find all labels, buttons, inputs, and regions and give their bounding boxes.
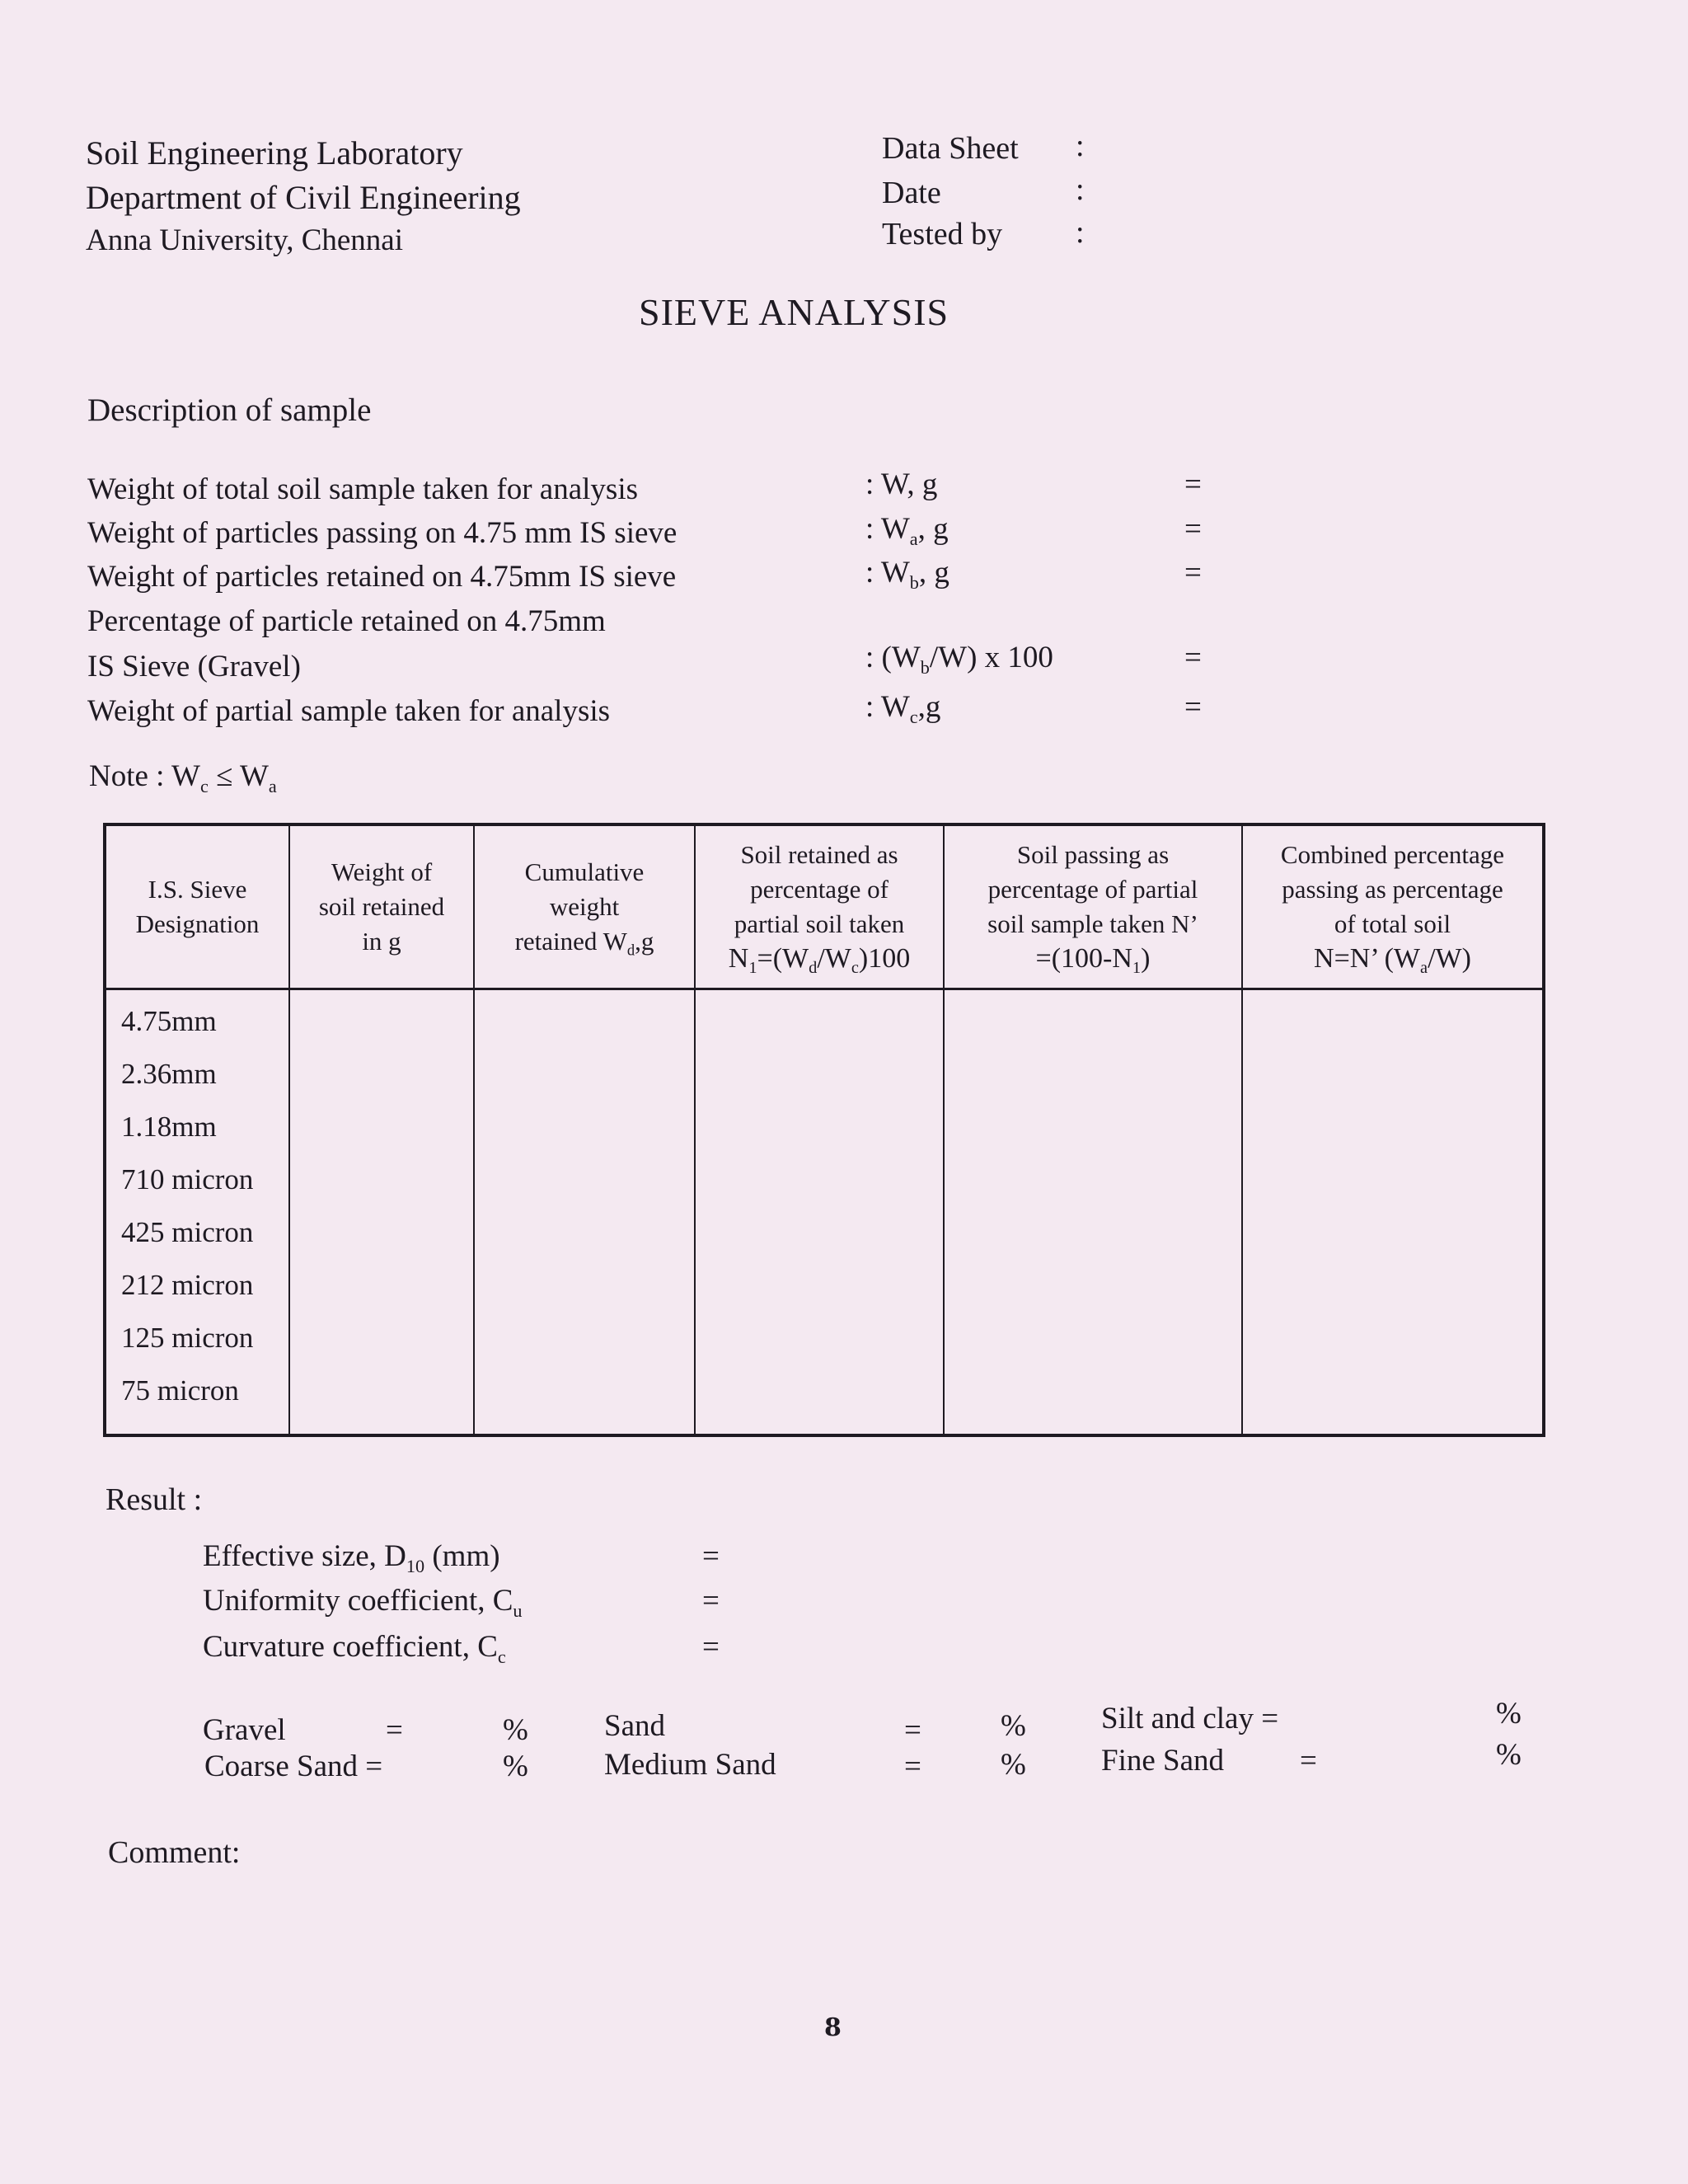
desc-row-gravel-formula: : $(W_b/W)$ x 100 <box>865 641 1053 678</box>
col-header-retained-pct: Soil retained as percentage of partial soil taken $N_1=(W_d/W_c)100$ <box>695 824 944 989</box>
description-heading: Description of sample <box>87 392 372 428</box>
retained-pct-cell[interactable] <box>695 989 944 1436</box>
sieve-size: 2.36mm <box>121 1058 217 1090</box>
uniformity-coefficient-label: Uniformity coefficient, $C_u$ <box>203 1584 523 1621</box>
sieve-table <box>103 823 1545 1437</box>
sieve-size: 710 micron <box>121 1163 254 1195</box>
desc-row-total-weight-label: Weight of total soil sample taken for analysis <box>87 472 639 506</box>
tested-by-colon: : <box>1076 215 1085 250</box>
uniformity-coefficient-eq: = <box>702 1584 720 1618</box>
page-number: 8 <box>824 2013 842 2042</box>
desc-row-partial-label: Weight of partial sample taken for analysis <box>87 694 611 728</box>
desc-row-gravel-label: IS Sieve (Gravel) <box>87 650 301 683</box>
weight-retained-cell[interactable] <box>289 989 474 1436</box>
desc-row-retained-formula: : $W_b$, g <box>865 556 950 593</box>
gravel-label: Gravel <box>203 1713 286 1747</box>
comment-label: Comment: <box>108 1835 241 1870</box>
sand-label: Sand <box>604 1709 665 1743</box>
gravel-pct: % <box>503 1713 528 1747</box>
coarse-sand-label: Coarse Sand = <box>204 1750 383 1783</box>
desc-row-passing-label: Weight of particles passing on 4.75 mm IS sieve <box>87 516 678 550</box>
desc-row-gravel-eq: = <box>1184 641 1202 674</box>
desc-row-total-weight-eq: = <box>1184 467 1202 501</box>
fine-sand-label: Fine Sand <box>1101 1744 1225 1778</box>
col-header-sieve: I.S. Sieve Designation <box>105 824 289 989</box>
silt-clay-label: Silt and clay = <box>1101 1702 1279 1735</box>
desc-row-retained-label: Weight of particles retained on 4.75mm IS sieve <box>87 560 677 594</box>
desc-row-percentage-label: Percentage of particle retained on 4.75mm <box>87 604 606 638</box>
note: Note : $W_c \le W_a$ <box>89 759 277 796</box>
sieve-size: 212 micron <box>121 1269 254 1301</box>
medium-sand-pct: % <box>1001 1748 1026 1782</box>
effective-size-eq: = <box>702 1539 720 1573</box>
sieve-size: 425 micron <box>121 1216 254 1248</box>
date-label: Date <box>882 176 941 210</box>
medium-sand-eq: = <box>904 1750 921 1783</box>
effective-size-label: Effective size, $D_{10}$ (mm) <box>203 1539 500 1576</box>
sand-eq: = <box>904 1713 921 1747</box>
data-sheet-label: Data Sheet <box>882 131 1019 166</box>
fine-sand-pct: % <box>1496 1738 1522 1772</box>
result-heading: Result : <box>106 1482 203 1517</box>
sieve-designation-cell <box>105 989 289 1436</box>
desc-row-passing-eq: = <box>1184 512 1202 546</box>
tested-by-label: Tested by <box>882 217 1003 251</box>
desc-row-partial-eq: = <box>1184 690 1202 724</box>
col-header-weight: Weight of soil retained in g <box>289 824 474 989</box>
sand-pct: % <box>1001 1709 1026 1743</box>
cumulative-weight-cell[interactable] <box>474 989 695 1436</box>
desc-row-retained-eq: = <box>1184 556 1202 589</box>
data-sheet-colon: : <box>1076 129 1085 163</box>
sieve-size: 4.75mm <box>121 1005 217 1037</box>
combined-pct-cell[interactable] <box>1242 989 1544 1436</box>
university-name: Anna University, Chennai <box>86 223 403 257</box>
medium-sand-label: Medium Sand <box>604 1748 776 1782</box>
sieve-size: 125 micron <box>121 1322 254 1354</box>
sieve-size: 75 micron <box>121 1374 239 1407</box>
fine-sand-eq: = <box>1300 1744 1317 1778</box>
page-title: SIEVE ANALYSIS <box>639 291 950 333</box>
col-header-cumulative: Cumulative weight retained $W_d,g$ <box>474 824 695 989</box>
col-header-passing-pct: Soil passing as percentage of partial soil sample taken N’ $=(100-N_1)$ <box>944 824 1242 989</box>
desc-row-passing-formula: : $W_a$, g <box>865 512 949 549</box>
sieve-size: 1.18mm <box>121 1111 217 1143</box>
date-colon: : <box>1076 172 1085 207</box>
desc-row-total-weight-formula: : W, g <box>865 467 938 501</box>
silt-clay-pct: % <box>1496 1697 1522 1731</box>
curvature-coefficient-eq: = <box>702 1630 720 1664</box>
passing-pct-cell[interactable] <box>944 989 1242 1436</box>
department-name: Department of Civil Engineering <box>86 179 521 216</box>
desc-row-partial-formula: : $W_c,g$ <box>865 690 941 727</box>
gravel-eq: = <box>386 1713 403 1747</box>
lab-name: Soil Engineering Laboratory <box>86 134 463 171</box>
coarse-sand-pct: % <box>503 1750 528 1783</box>
curvature-coefficient-label: Curvature coefficient, $C_c$ <box>203 1630 506 1667</box>
col-header-combined: Combined percentage passing as percentage of total soil N=N’ $(W_a/W)$ <box>1242 824 1544 989</box>
